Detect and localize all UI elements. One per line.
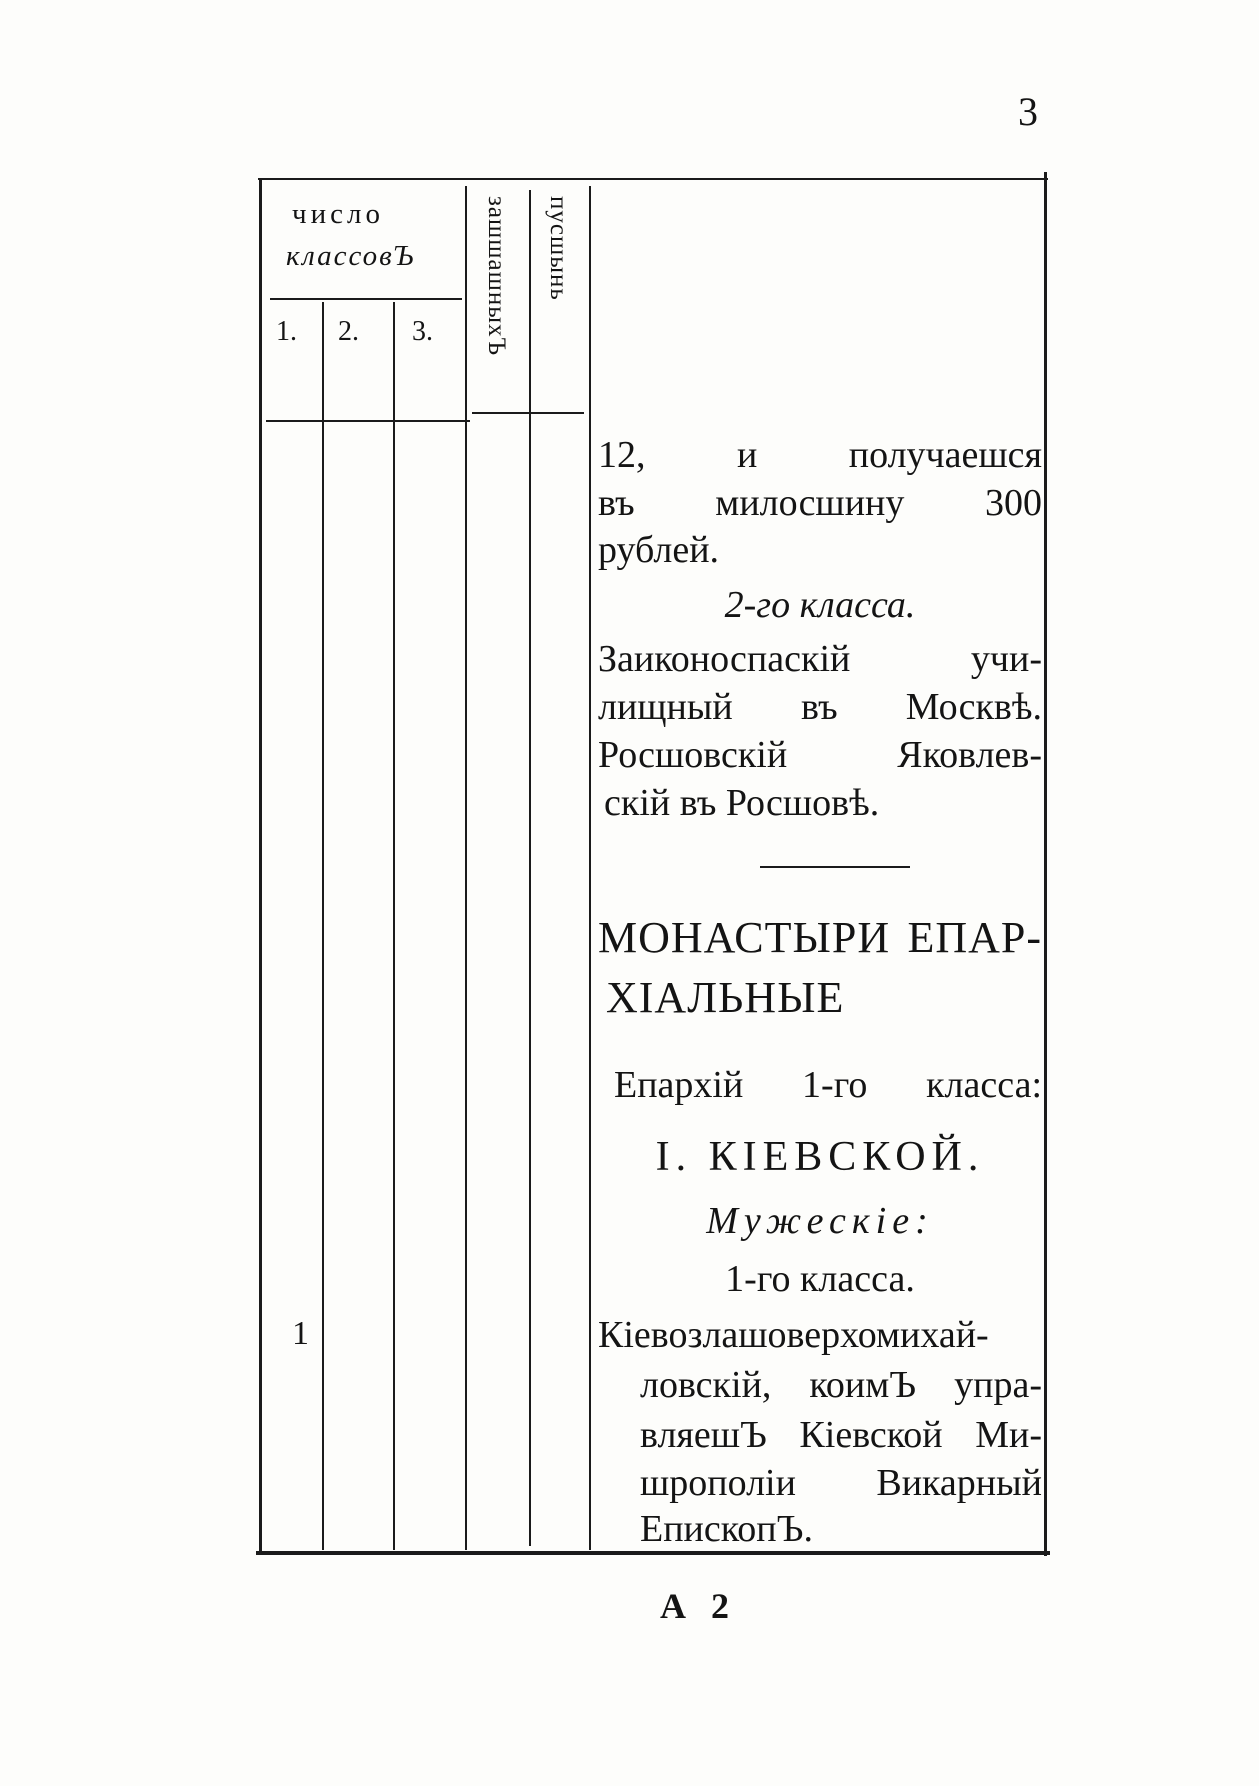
table-right-border: [1044, 172, 1047, 1556]
column-divider-4: [529, 190, 531, 1546]
category-heading: Мужескіе:: [706, 1200, 934, 1242]
column-divider-3: [465, 186, 467, 1550]
eparchy-heading: Епархій 1-го класса:: [614, 1064, 1042, 1106]
column-divider-2: [393, 302, 395, 1550]
text-line: ловскій, коимЪ упра-: [640, 1364, 1042, 1406]
text-line: въ милосшину 300: [598, 482, 1042, 524]
column-divider-1: [322, 302, 324, 1550]
text-line: шрополіи Викарный: [640, 1462, 1042, 1504]
diocese-heading: I. КІЕВСКОЙ.: [655, 1134, 985, 1180]
text-line: вляешЪ Кіевской Ми-: [640, 1414, 1042, 1456]
subheading: 2-го класса.: [724, 584, 916, 626]
table-top-rule: [258, 178, 1048, 180]
section-heading: ХІАЛЬНЫЕ: [606, 973, 845, 1022]
text-line: ЕпископЪ.: [640, 1508, 813, 1550]
signature-mark: А 2: [660, 1586, 737, 1626]
column-divider-5: [589, 186, 591, 1550]
text-line: Росшовскій Яковлев-: [598, 734, 1042, 776]
table-left-border: [259, 180, 262, 1554]
section-heading: МОНАСТЫРИ ЕПАР-: [598, 913, 1042, 962]
text-line: рублей.: [598, 529, 720, 571]
class-heading: 1-го класса.: [725, 1258, 915, 1300]
header-bottom-rule-right: [472, 412, 584, 414]
classes-header-line-2: классовЪ: [286, 240, 416, 272]
supernumerary-header: зашшашныхЪ: [483, 196, 510, 357]
header-bottom-rule-left: [266, 420, 470, 422]
text-line: лищный въ Москвѣ.: [598, 686, 1042, 728]
text-line: Заиконоспаскій учи-: [598, 638, 1042, 680]
class-1-header: 1.: [276, 316, 297, 347]
text-line: 12, и получаешся: [598, 434, 1042, 476]
hermitages-header: пусшынь: [545, 196, 572, 301]
classes-header-line-1: число: [292, 198, 384, 230]
class-3-header: 3.: [412, 316, 433, 347]
page-number: 3: [1018, 89, 1038, 134]
classes-subheader-rule: [270, 298, 462, 300]
text-line: Кіевозлашоверхомихай-: [598, 1314, 989, 1356]
section-separator: [760, 866, 910, 868]
class-2-header: 2.: [338, 316, 359, 347]
text-line: скій въ Росшовѣ.: [604, 782, 880, 824]
table-row-class1-value: 1: [292, 1315, 309, 1352]
